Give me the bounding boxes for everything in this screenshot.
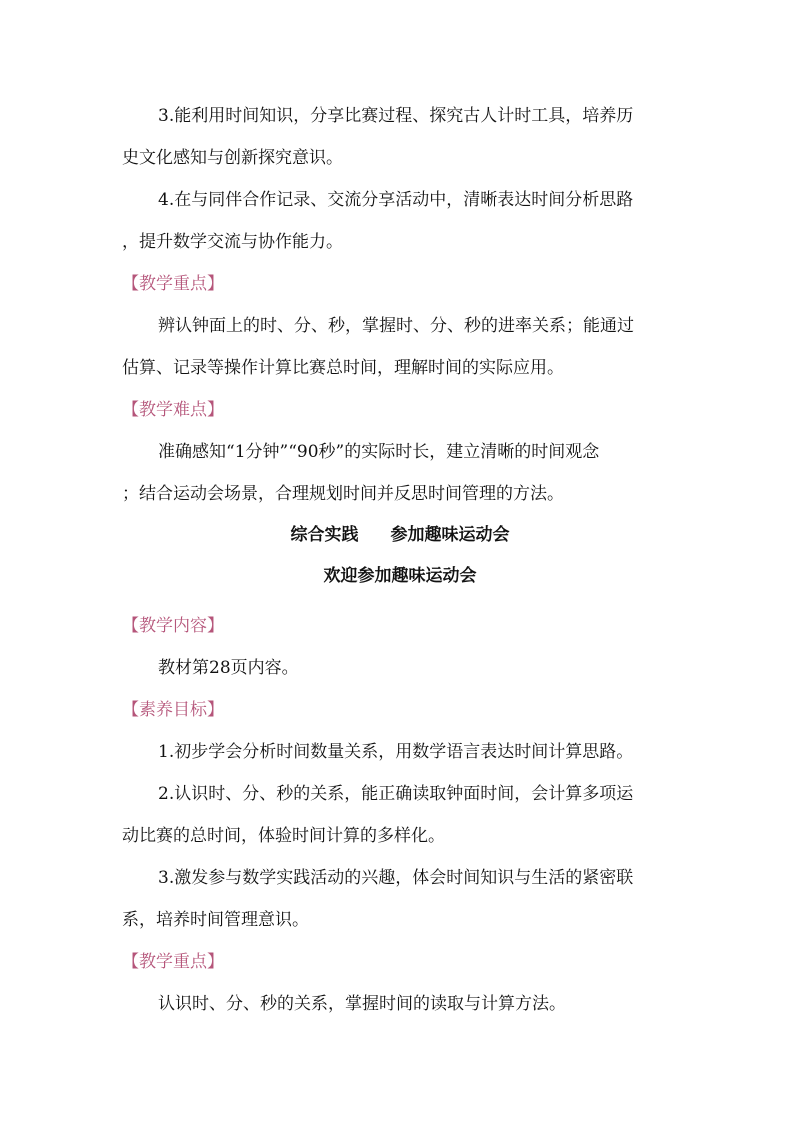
paragraph-line: ；结合运动会场景，合理规划时间并反思时间管理的方法。: [122, 484, 564, 504]
paragraph-line: 1.初步学会分析时间数量关系，用数学语言表达时间计算思路。: [158, 742, 634, 762]
paragraph-line: 3.激发参与数学实践活动的兴趣，体会时间知识与生活的紧密联: [158, 868, 634, 888]
section-heading-content: 【教学内容】: [122, 616, 224, 636]
paragraph-line: 3.能利用时间知识，分享比赛过程、探究古人计时工具，培养历: [158, 106, 634, 126]
paragraph-line: 认识时、分、秒的关系，掌握时间的读取与计算方法。: [158, 994, 566, 1014]
lesson-title: [122, 523, 678, 547]
section-heading-key-points: 【教学重点】: [122, 274, 224, 294]
paragraph-line: 系，培养时间管理意识。: [122, 910, 309, 930]
paragraph-line: 4.在与同伴合作记录、交流分享活动中，清晰表达时间分析思路: [158, 190, 634, 210]
paragraph-line: 2.认识时、分、秒的关系，能正确读取钟面时间，会计算多项运: [158, 784, 634, 804]
paragraph-line: ，提升数学交流与协作能力。: [122, 232, 343, 252]
section-heading-goals: 【素养目标】: [122, 700, 224, 720]
paragraph-line: 动比赛的总时间，体验时间计算的多样化。: [122, 826, 445, 846]
lesson-title-right: 参加趣味运动会: [390, 525, 510, 545]
lesson-subtitle: 欢迎参加趣味运动会: [323, 566, 477, 586]
paragraph-line: 教材第28页内容。: [158, 658, 299, 678]
paragraph-line: 准确感知“1分钟”“90秒”的实际时长，建立清晰的时间观念: [158, 442, 600, 462]
section-heading-difficulties: 【教学难点】: [122, 400, 224, 420]
section-heading-key-points-2: 【教学重点】: [122, 952, 224, 972]
paragraph-line: 估算、记录等操作计算比赛总时间，理解时间的实际应用。: [122, 358, 564, 378]
lesson-title-left: 综合实践: [290, 525, 359, 545]
paragraph-line: 辨认钟面上的时、分、秒，掌握时、分、秒的进率关系；能通过: [158, 316, 634, 336]
paragraph-line: 史文化感知与创新探究意识。: [122, 148, 343, 168]
